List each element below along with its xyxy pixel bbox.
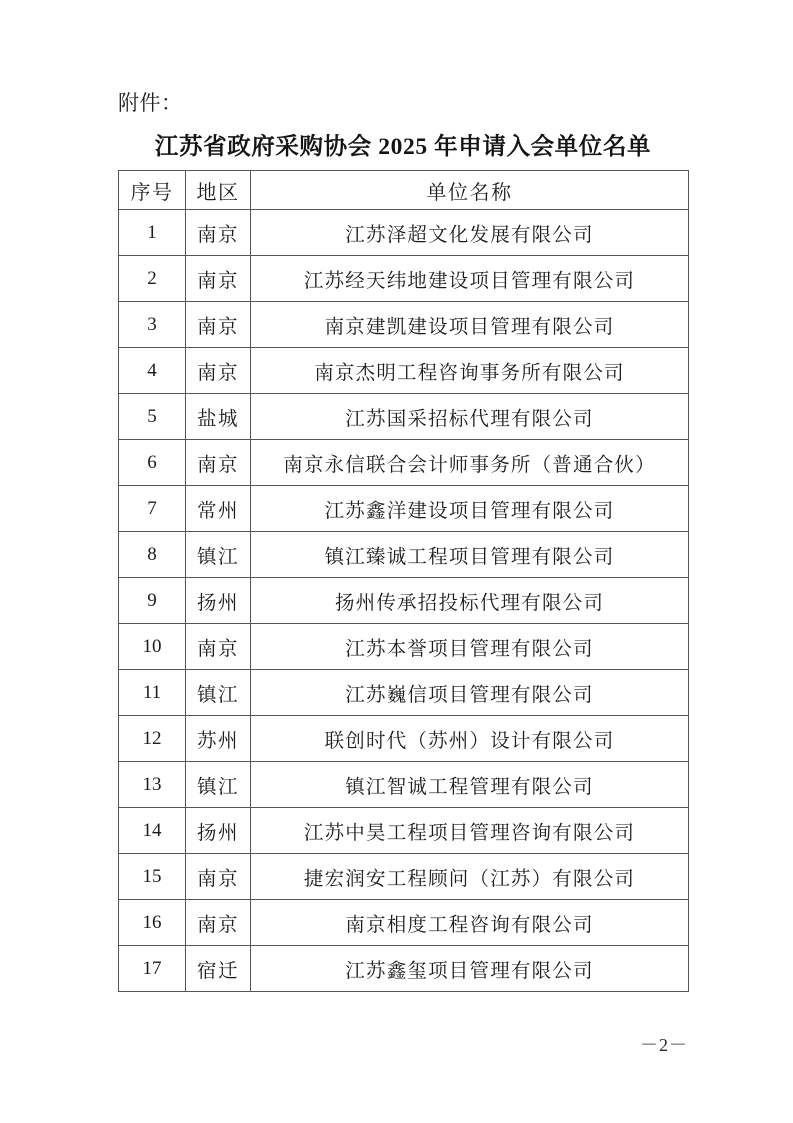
table-header [119, 171, 689, 210]
table-row [119, 762, 689, 808]
table-row [119, 670, 689, 716]
cell-area: 镇江 [186, 532, 251, 578]
cell-name: 镇江智诚工程管理有限公司 [251, 762, 689, 808]
cell-area: 南京 [186, 348, 251, 394]
table-row [119, 440, 689, 486]
cell-area: 南京 [186, 302, 251, 348]
cell-seq: 1 [119, 210, 186, 256]
cell-seq: 16 [119, 900, 186, 946]
cell-area: 常州 [186, 486, 251, 532]
table-row [119, 302, 689, 348]
table-row [119, 210, 689, 256]
cell-area: 南京 [186, 900, 251, 946]
cell-name: 江苏鑫洋建设项目管理有限公司 [251, 486, 689, 532]
cell-area: 镇江 [186, 762, 251, 808]
column-header-area: 地区 [186, 171, 251, 210]
cell-name: 江苏鑫玺项目管理有限公司 [251, 946, 689, 992]
page-title: 江苏省政府采购协会 2025 年申请入会单位名单 [154, 134, 652, 160]
attachment-label: 附件： [118, 91, 183, 115]
cell-seq: 7 [119, 486, 186, 532]
cell-seq: 3 [119, 302, 186, 348]
table-row [119, 716, 689, 762]
cell-area: 南京 [186, 440, 251, 486]
table-row [119, 900, 689, 946]
cell-name: 江苏巍信项目管理有限公司 [251, 670, 689, 716]
cell-area: 镇江 [186, 670, 251, 716]
cell-name: 江苏中昊工程项目管理咨询有限公司 [251, 808, 689, 854]
cell-seq: 6 [119, 440, 186, 486]
cell-seq: 11 [119, 670, 186, 716]
cell-name: 南京建凯建设项目管理有限公司 [251, 302, 689, 348]
cell-area: 苏州 [186, 716, 251, 762]
cell-name: 江苏经天纬地建设项目管理有限公司 [251, 256, 689, 302]
table-header-row [119, 171, 689, 210]
cell-name: 南京杰明工程咨询事务所有限公司 [251, 348, 689, 394]
cell-seq: 9 [119, 578, 186, 624]
cell-name: 江苏国采招标代理有限公司 [251, 394, 689, 440]
cell-seq: 17 [119, 946, 186, 992]
cell-name: 南京相度工程咨询有限公司 [251, 900, 689, 946]
cell-seq: 2 [119, 256, 186, 302]
cell-seq: 4 [119, 348, 186, 394]
cell-seq: 14 [119, 808, 186, 854]
cell-seq: 13 [119, 762, 186, 808]
table-row [119, 854, 689, 900]
cell-name: 捷宏润安工程顾问（江苏）有限公司 [251, 854, 689, 900]
cell-name: 镇江臻诚工程项目管理有限公司 [251, 532, 689, 578]
cell-name: 联创时代（苏州）设计有限公司 [251, 716, 689, 762]
cell-seq: 5 [119, 394, 186, 440]
cell-seq: 8 [119, 532, 186, 578]
table-row [119, 394, 689, 440]
cell-seq: 15 [119, 854, 186, 900]
cell-area: 宿迁 [186, 946, 251, 992]
cell-area: 南京 [186, 854, 251, 900]
cell-area: 南京 [186, 624, 251, 670]
cell-area: 扬州 [186, 808, 251, 854]
cell-seq: 12 [119, 716, 186, 762]
page-number: －2－ [640, 1035, 688, 1055]
cell-name: 江苏泽超文化发展有限公司 [251, 210, 689, 256]
column-header-name: 单位名称 [251, 171, 689, 210]
table-row [119, 808, 689, 854]
cell-name: 扬州传承招投标代理有限公司 [251, 578, 689, 624]
table-row [119, 486, 689, 532]
table-row [119, 946, 689, 992]
table-row [119, 256, 689, 302]
cell-area: 南京 [186, 256, 251, 302]
table-row [119, 348, 689, 394]
table-row [119, 624, 689, 670]
cell-area: 南京 [186, 210, 251, 256]
cell-area: 盐城 [186, 394, 251, 440]
cell-name: 南京永信联合会计师事务所（普通合伙） [251, 440, 689, 486]
table-body [119, 210, 689, 992]
table-row [119, 578, 689, 624]
applicant-table-container [118, 170, 688, 992]
cell-area: 扬州 [186, 578, 251, 624]
cell-seq: 10 [119, 624, 186, 670]
cell-name: 江苏本誉项目管理有限公司 [251, 624, 689, 670]
column-header-seq: 序号 [119, 171, 186, 210]
table-row [119, 532, 689, 578]
applicant-table [118, 170, 689, 992]
